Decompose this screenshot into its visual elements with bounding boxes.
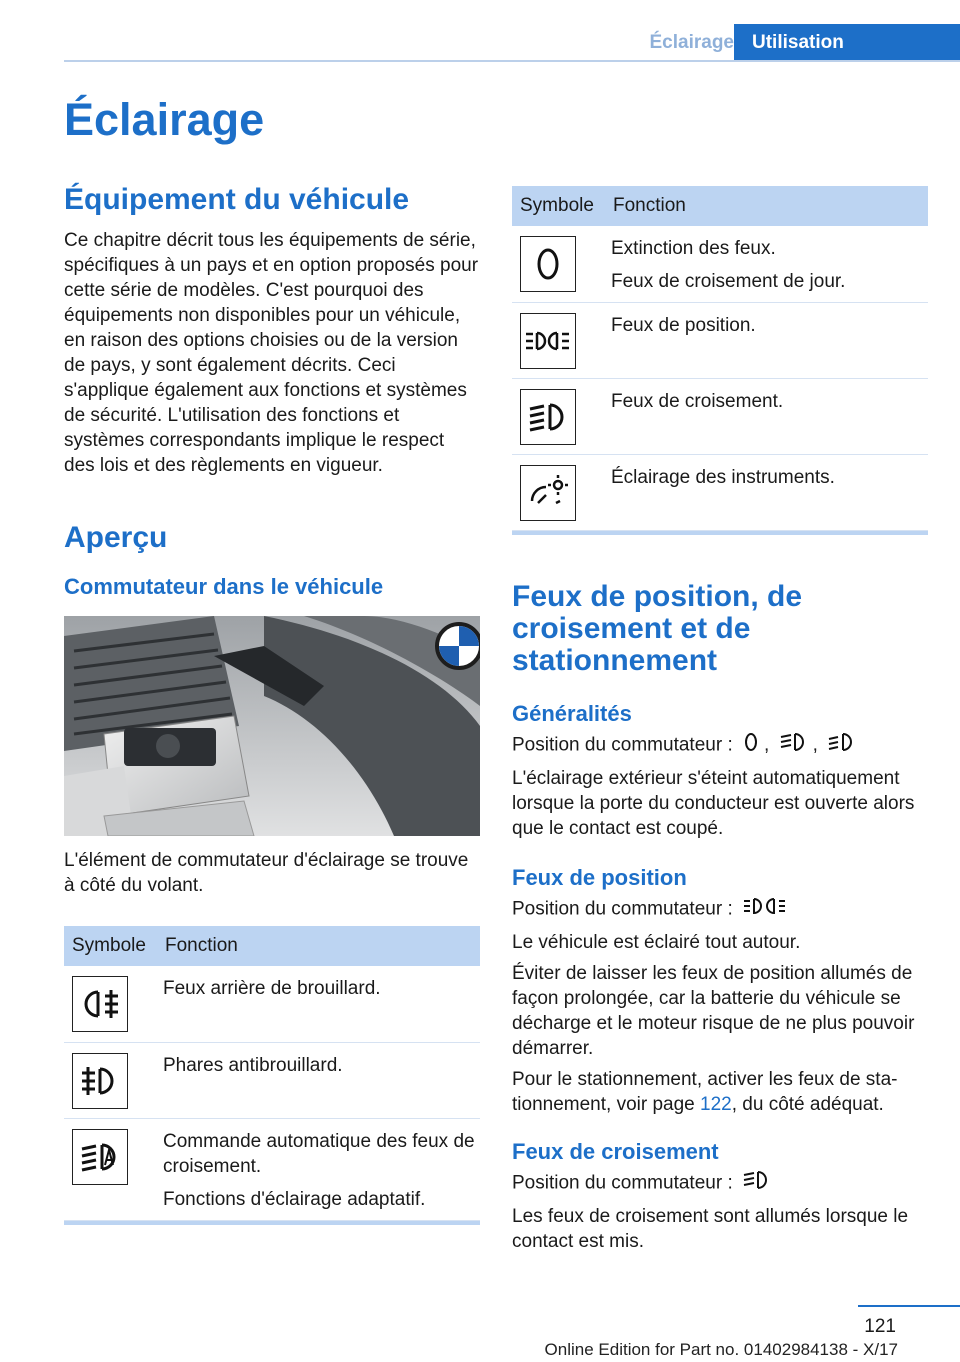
low-beam-icon [520,389,576,445]
generalites-position-label: Position du commutateur : [512,734,733,756]
table-row [512,455,928,531]
header-tab-utilisation[interactable]: Utilisation [734,24,960,62]
front-fog-light-icon [72,1053,128,1109]
croisement-position-label: Position du commutateur : [512,1172,733,1194]
instrument-light-icon [520,465,576,521]
table-row [64,1118,480,1220]
separator: , [764,734,770,756]
apercu-heading: Aperçu [64,521,168,554]
auto-headlight-icon [72,1129,128,1185]
position-position-label: Position du commutateur : [512,898,733,920]
feux-heading: Feux de position, de croisement et de stationnement [512,580,803,677]
lights-off-text-2: Feux de croisement de jour. [611,271,846,292]
low-beam-icon [742,1169,772,1198]
right-table-bottom-rule [512,531,928,535]
left-table-bottom-rule [64,1221,480,1225]
commutateur-heading: Commutateur dans le véhicule [64,574,384,599]
header-section-title: Éclairage [649,32,734,53]
table-row [512,303,928,379]
parking-light-icon [742,895,788,924]
position-text-2: Éviter de laisser les feux de position allumés de façon prolongée, car la batterie du véhicule se décharge et le moteur risque de ne plus pouvoir démarrer. [512,963,915,1059]
rear-fog-light-icon [72,976,128,1032]
lights-off-icon [520,236,576,292]
edition-note: Online Edition for Part no. 01402984138 - X/17 [544,1340,898,1359]
equipment-heading: Équipement du véhicule [64,183,410,216]
table-row [64,966,480,1042]
table-row [512,379,928,455]
table-header-function: Fonction [605,186,928,226]
position-heading: Feux de position [512,865,687,890]
croisement-position-line [512,1169,928,1198]
page-number: 121 [864,1316,896,1337]
lights-off-text-1: Extinction des feux. [611,238,776,259]
croisement-text: Les feux de croisement sont allumés lorsque le contact est mis. [512,1206,909,1252]
photo-caption: L'élément de commutateur d'éclairage se trouve à côté du volant. [64,850,469,896]
switch-photo [64,616,480,836]
right-column [512,186,928,1254]
instrument-light-text: Éclairage des instruments. [611,467,835,488]
generalites-position-line [512,731,928,760]
generalites-heading: Généralités [512,701,632,726]
lights-off-icon [742,731,760,760]
low-beam-icon [779,731,809,760]
auto-headlight-text-2: Fonctions d'éclairage adaptatif. [163,1188,426,1210]
auto-headlight-icon [827,731,857,760]
table-row [512,226,928,303]
header-divider [64,60,960,62]
table-header-symbol: Symbole [512,186,605,226]
table-header-symbol: Symbole [64,926,157,966]
table-header-function: Fonction [157,926,480,966]
parking-light-text: Feux de position. [611,315,756,336]
auto-headlight-text-1: Commande automatique des feux de croisement. [163,1130,475,1177]
rear-fog-light-text: Feux arrière de brouillard. [163,978,381,999]
separator: , [812,734,818,756]
position-text-3 [512,1067,928,1117]
position-position-line [512,895,928,924]
left-column [64,184,480,1225]
table-row [64,1042,480,1118]
position-text-1: Le véhicule est éclairé tout autour. [512,932,801,953]
left-symbol-table [64,926,480,1221]
page-122-link[interactable]: 122 [700,1094,732,1115]
generalites-text: L'éclairage extérieur s'éteint automatiquement lorsque la porte du conducteur est ouverte alors que le contact est coupé. [512,768,915,839]
equipment-text: Ce chapitre décrit tous les équipements de série, spécifiques à un pays et en option proposés pour cette série de modèles. C'est pourquoi des équipements non disponibles pour un véhicule, en raison des options choisies ou de la version de pays, y sont également décrits. Ceci s'applique également aux fonctions et systèmes de sécurité. L'utilisation des fonctions et systèmes correspondants implique le respect des lois et des règlements en vigueur. [64,230,479,476]
position-text-3-b: , du côté adéquat. [731,1094,884,1115]
parking-light-icon [520,313,576,369]
low-beam-text: Feux de croisement. [611,391,784,412]
page-title: Éclairage [64,94,265,145]
right-symbol-table [512,186,928,531]
footer-divider [858,1305,960,1307]
front-fog-light-text: Phares antibrouillard. [163,1054,343,1076]
croisement-heading: Feux de croisement [512,1139,719,1164]
position-text-3-a: Pour le stationnement, activer les feux de stationnement, voir page [512,1069,898,1115]
